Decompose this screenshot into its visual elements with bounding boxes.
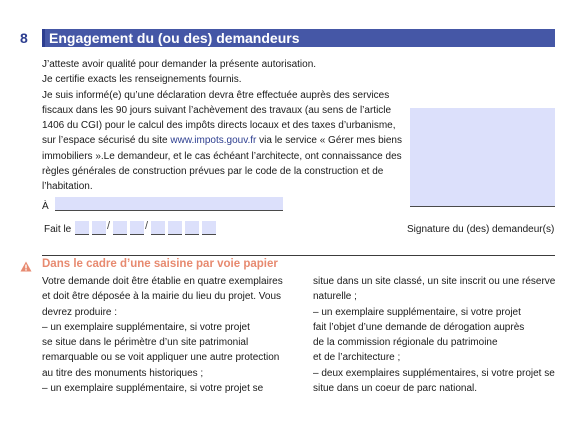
date-year-2[interactable]: [168, 221, 182, 235]
date-input[interactable]: [75, 221, 220, 235]
warning-line: situe dans un coeur de parc national.: [313, 383, 477, 395]
section-divider: [42, 255, 555, 256]
date-separator: /: [145, 220, 149, 232]
engagement-line: J’atteste avoir qualité pour demander la présente autorisation.: [42, 59, 317, 70]
engagement-line: Je suis informé(e) qu’une déclaration devra être effectuée auprès des services: [42, 89, 390, 101]
engagement-text: [42, 57, 407, 195]
signature-field[interactable]: [410, 108, 555, 206]
date-month-1[interactable]: [113, 221, 127, 235]
date-year-1[interactable]: [151, 221, 165, 235]
section-number: 8: [20, 30, 28, 46]
engagement-line-pre: sur l’espace sécurisé du site: [42, 135, 171, 147]
signature-line: [410, 206, 555, 207]
date-separator: /: [107, 220, 111, 232]
engagement-line: [42, 133, 407, 148]
warning-triangle-icon: [20, 259, 32, 277]
engagement-line: 1406 du CGI) pour le calcul des impôts directs locaux et des taxes d’urbanisme,: [42, 120, 396, 132]
warning-line: devrez produire :: [42, 306, 118, 318]
warning-line: remarquable ou se voit appliquer une autre protection: [42, 352, 280, 364]
warning-line: fait l’objet d’une demande de dérogation auprès: [313, 321, 525, 333]
date-day-2[interactable]: [92, 221, 106, 235]
warning-line: et doit être déposée à la mairie du lieu du projet. Vous: [42, 291, 282, 303]
warning-line: naturelle ;: [313, 291, 357, 303]
warning-left-column: [42, 274, 307, 396]
engagement-line: l’habitation.: [42, 181, 93, 193]
warning-line: et de l’architecture ;: [313, 352, 401, 364]
warning-line: au titre des monuments historiques ;: [42, 367, 204, 379]
warning-line: – un exemplaire supplémentaire, si votre projet: [42, 321, 250, 333]
section-title: Engagement du (ou des) demandeurs: [49, 30, 300, 46]
engagement-line-post: via le service « Gérer mes biens: [256, 135, 402, 147]
warning-line: situe dans un site classé, un site inscrit ou une réserve: [313, 276, 556, 287]
engagement-line: Je certifie exacts les renseignements fournis.: [42, 74, 242, 86]
signature-label: Signature du (des) demandeur(s): [407, 224, 555, 235]
warning-right-column: [313, 274, 563, 396]
warning-line: Votre demande doit être établie en quatre exemplaires: [42, 276, 283, 287]
date-day-1[interactable]: [75, 221, 89, 235]
warning-line: de la commission régionale du patrimoine: [313, 337, 498, 349]
a-label: À: [42, 201, 49, 212]
warning-line: – deux exemplaires supplémentaires, si votre projet se: [313, 367, 555, 379]
warning-title: Dans le cadre d’une saisine par voie papier: [42, 258, 278, 270]
date-year-3[interactable]: [185, 221, 199, 235]
engagement-line: fiscaux dans les 90 jours suivant l’achèvement des travaux (au sens de l’article: [42, 104, 392, 116]
impots-link[interactable]: www.impots.gouv.fr: [170, 135, 257, 147]
fait-le-label: Fait le: [44, 224, 72, 235]
engagement-line: règles générales de construction prévues par le code de la construction et de: [42, 166, 384, 178]
date-year-4[interactable]: [202, 221, 216, 235]
warning-line: – un exemplaire supplémentaire, si votre projet: [313, 306, 521, 318]
engagement-line: immobiliers ».Le demandeur, et le cas échéant l’architecte, ont connaissance des: [42, 150, 402, 162]
warning-line: – un exemplaire supplémentaire, si votre projet se: [42, 383, 264, 395]
warning-line: se situe dans le périmètre d’un site patrimonial: [42, 337, 249, 349]
date-month-2[interactable]: [130, 221, 144, 235]
a-input[interactable]: [55, 197, 283, 211]
